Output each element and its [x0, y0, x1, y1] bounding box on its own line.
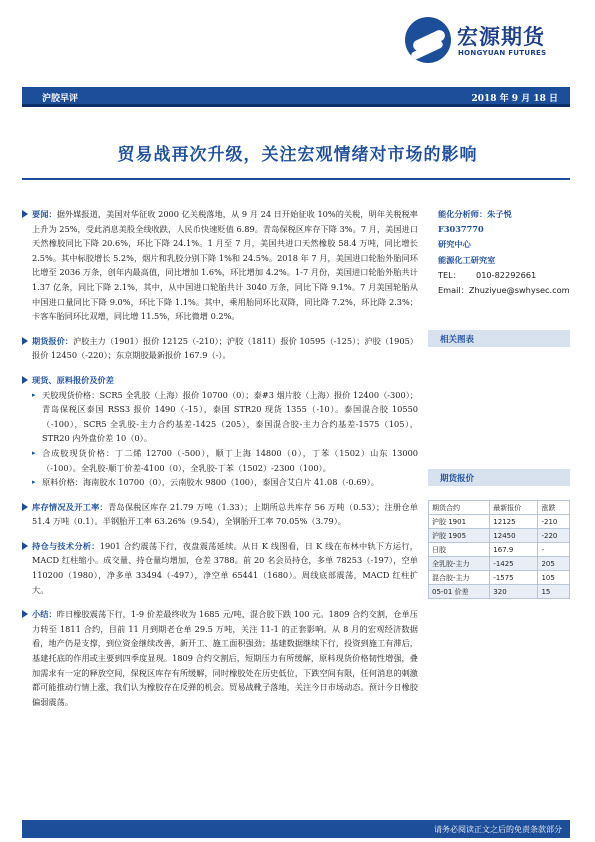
spot-section [22, 373, 418, 388]
inventory-body: 青岛保税区库存 21.79 万吨（1.33）；上期所总共库存 56 万吨（0.53）；注册仓单 51.4 万吨（0.1）。半钢胎开工率 63.26%（9.54），全钢胎开工率 70.05%（3.79）。 [32, 501, 418, 527]
bullet-icon: ▸ [32, 390, 36, 399]
futures-heading: 期货报价： [32, 335, 73, 346]
news-body: 据外媒报道，美国对华征收 2000 亿关税落地，从 9 月 24 日开始征收 10%的关税，明年关税税率上升为 25%，受此消息美股全线收跌，人民币快速贬值 6.89。青岛保税区库存下降 3%。7 月，美国进口天然橡胶同比下降 20.6%，环比下降 24.1%。1 月至 7 月，美国共进口天然橡胶 58.4 万吨，同比增长 2.5%。其中标胶增长 5.2%，烟片和乳胶分别下降 1%和 24.5%。2018 年 7 月，美国进口轮胎外胎同环比增至 2036 万条，创年内最高值，同比增加 1.6%，环比增加 4.2%。1-7 月份，美国进口轮胎外胎共计 1.37 亿条，同比下降 2.1%，其中，从中国进口轮胎共计 3040 万条，同比下降 9.1%。7 月美国轮胎从中国进口量同比下降 9.0%，环比下降 1.1%。其中，乘用胎同环比双降，同比降 7.2%，环比降 2.3%；卡客车胎同环比双增，同比增 11.5%，环比微增 0.2%。 [32, 209, 418, 322]
analyst-info [438, 207, 568, 298]
position-body: 1901 合约震荡下行，夜盘震荡延续。从日 K 线图看，日 K 线在布林中轨下方运行，MACD 红柱缩小。成交量、持仓量均增加，仓差 3788。前 20 名会员持仓，多单 78253（-197），空单 110200（1980），净多单 33494（-497），净空单 65441（1680）。周线底部震荡，MACD 红柱扩大。 [32, 540, 418, 595]
email-link[interactable]: Zhuziyue@swhysec.com [468, 285, 570, 296]
news-section [22, 207, 418, 324]
report-title: 贸易战再次升级，关注宏观情绪对市场的影响 [117, 145, 478, 165]
list-item: ▸ 合成胶现货价格：丁二烯 12700（-500），顺丁上海 14800（0），丁苯（1502）山东 13000（-100）。全乳胶-顺丁价差-4100（0），全乳胶-丁苯（1502）-2300（100）。 [32, 446, 418, 475]
inventory-heading: 库存情况及开工率： [32, 501, 108, 512]
quote-label: 期货报价 [428, 469, 570, 486]
table-row: 日胶 167.9 - [429, 543, 570, 557]
logo-name-cn: 宏源期货 [457, 25, 545, 49]
position-heading: 持仓与技术分析： [32, 540, 100, 551]
related-charts-label: 相关图表 [428, 330, 570, 347]
tel-row: TEL： 010-82292661 [438, 268, 568, 283]
analyst-cert: F3037770 [438, 224, 484, 235]
email-row: Email： Zhuziyue@swhysec.com [438, 283, 568, 298]
table-row: 沪胶 1905 12450 -220 [429, 529, 570, 543]
table-header-row: 期货合约 最新报价 涨跌 [429, 501, 570, 515]
analyst-name: 能化分析师：朱子悦 [438, 209, 512, 219]
summary-heading: 小结： [32, 609, 57, 620]
list-item: ▸ 天胶现货价格：SCR5 全乳胶（上海）报价 10700（0）；泰#3 烟片胶（上海）报价 12400（-300）；青岛保税区泰国 RSS3 报价 1490（-15），泰国 STR20 现货 1355（-10）。泰国混合胶 10550（-100），SCR5 全乳胶-主力合约基差-1425（205），泰国混合胶-主力合约基差-1575（105），STR20 内外盘价差 10（0）。 [32, 388, 418, 446]
news-heading: 要闻： [32, 209, 57, 219]
inventory-section [22, 500, 418, 529]
table-row: 全乳胶-主力 -1425 205 [429, 557, 570, 571]
logo-mark-icon [405, 17, 451, 63]
header-bar [22, 87, 570, 107]
tel-value: 010-82292661 [476, 269, 537, 280]
bullet-icon: ▸ [32, 478, 36, 487]
table-row: 混合胶-主力 -1575 105 [429, 571, 570, 585]
footer-bar [22, 820, 570, 838]
disclaimer-note: 请务必阅读正文之后的免责条款部分 [434, 825, 562, 834]
summary-body: 昨日橡胶震荡下行，1-9 价差最终收为 1685 元/吨，混合胶下跌 100 元。1809 合约交割，仓单压力转至 1811 合约，目前 11 月到期老仓单 29.5 万吨，关注 11-1 的正套影响。从 8 月的宏观经济数据看，地产仍是支撑，到位资金继续改善，新开工、施工面积强劲；基建数据继续下行，投资到施工有滞后，基建托底的作用或主要到四季度显现。1809 合约交割后，短期压力有所缓解，原料现货价格韧性增强，叠加需求有一定的释放空间，保税区库存有所缓解，同时橡胶处在历史低位，下跌空间有限，任何消息的刺激都可能推动行情上涨，我们认为橡胶存在反弹的机会。贸易战靴子落地，关注今日市场动态。预计今日橡胶偏弱震荡。 [32, 609, 418, 707]
spot-list [22, 388, 418, 490]
dept-energy: 能源化工研究室 [438, 254, 496, 265]
list-item: ▸ 原料价格：海南胶水 10700（0），云南胶水 9800（100），泰国合艾白片 41.08（-0.69）。 [32, 475, 418, 490]
futures-body: 沪胶主力（1901）报价 12125（-210）；沪胶（1811）报价 10595（-125）；沪胶（1905）报价 12450（-220）；东京期胶最新报价 167.9（-）。 [32, 335, 418, 361]
position-section [22, 539, 418, 597]
company-logo [405, 17, 565, 65]
title-divider [22, 178, 570, 180]
spot-heading: 现货、原料报价及价差 [32, 374, 114, 385]
report-category: 沪胶早评 [42, 94, 79, 104]
quote-table [428, 500, 570, 599]
report-date: 2018 年 9 月 18 日 [471, 94, 558, 104]
dept-research: 研究中心 [438, 239, 471, 250]
futures-section [22, 334, 418, 363]
main-content [22, 207, 418, 709]
table-row: 沪胶 1901 12125 -210 [429, 515, 570, 529]
summary-section [22, 607, 418, 709]
table-row: 05-01 价差 320 15 [429, 585, 570, 599]
logo-name-en: HONGYUAN FUTURES [458, 49, 547, 57]
bullet-icon: ▸ [32, 448, 36, 457]
